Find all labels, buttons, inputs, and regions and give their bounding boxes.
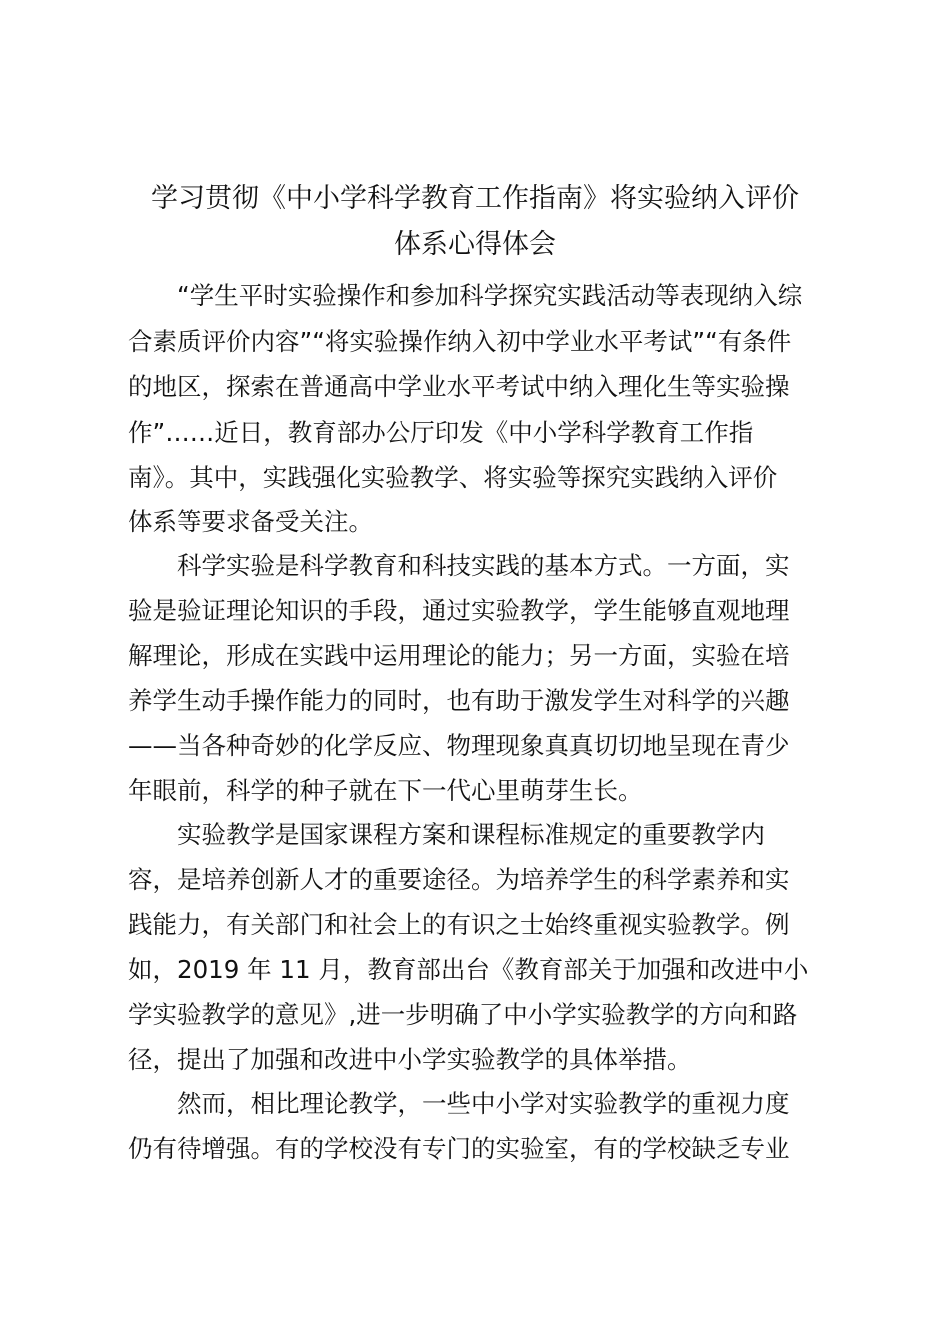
paragraph-1-line-4: 作”……近日，教育部办公厅印发《中小学科学教育工作指	[128, 418, 754, 447]
paragraph-4-line-2: 仍有待增强。有的学校没有专门的实验室，有的学校缺乏专业	[128, 1134, 790, 1163]
paragraph-2-line-4: 养学生动手操作能力的同时，也有助于激发学生对科学的兴趣	[128, 686, 790, 715]
paragraph-1-line-2: 合素质评价内容”“将实验操作纳入初中学业水平考试”“有条件	[128, 327, 792, 356]
document-title-line-1: 学习贯彻《中小学科学教育工作指南》将实验纳入评价	[151, 183, 799, 214]
paragraph-3-line-6: 径，提出了加强和改进中小学实验教学的具体举措。	[128, 1045, 692, 1074]
paragraph-4-line-1: 然而，相比理论教学，一些中小学对实验教学的重视力度	[177, 1089, 790, 1118]
paragraph-3-line-4: 如，2019 年 11 月，教育部出台《教育部关于加强和改进中小	[128, 955, 809, 984]
paragraph-2-line-3: 解理论，形成在实践中运用理论的能力；另一方面，实验在培	[128, 641, 790, 670]
paragraph-1-line-1: “学生平时实验操作和参加科学探究实践活动等表现纳入综	[177, 281, 803, 310]
paragraph-2-line-6: 年眼前，科学的种子就在下一代心里萌芽生长。	[128, 776, 643, 805]
paragraph-3-line-2: 容，是培养创新人才的重要途径。为培养学生的科学素养和实	[128, 865, 790, 894]
paragraph-1-line-3: 的地区，探索在普通高中学业水平考试中纳入理化生等实验操	[128, 372, 790, 401]
paragraph-3-line-3: 践能力，有关部门和社会上的有识之士始终重视实验教学。例	[128, 910, 790, 939]
paragraph-1-line-5: 南》。其中，实践强化实验教学、将实验等探究实践纳入评价	[128, 463, 778, 492]
paragraph-2-line-2: 验是验证理论知识的手段，通过实验教学，学生能够直观地理	[128, 596, 790, 625]
paragraph-1-line-6: 体系等要求备受关注。	[128, 507, 373, 536]
paragraph-3-line-1: 实验教学是国家课程方案和课程标准规定的重要教学内	[177, 820, 765, 849]
paragraph-2-line-1: 科学实验是科学教育和科技实践的基本方式。一方面，实	[177, 551, 790, 580]
paragraph-3-line-5: 学实验教学的意见》,进一步明确了中小学实验教学的方向和路	[128, 1000, 798, 1029]
document-title-line-2: 体系心得体会	[394, 229, 556, 260]
paragraph-2-line-5: ——当各种奇妙的化学反应、物理现象真真切切地呈现在青少	[128, 731, 790, 760]
